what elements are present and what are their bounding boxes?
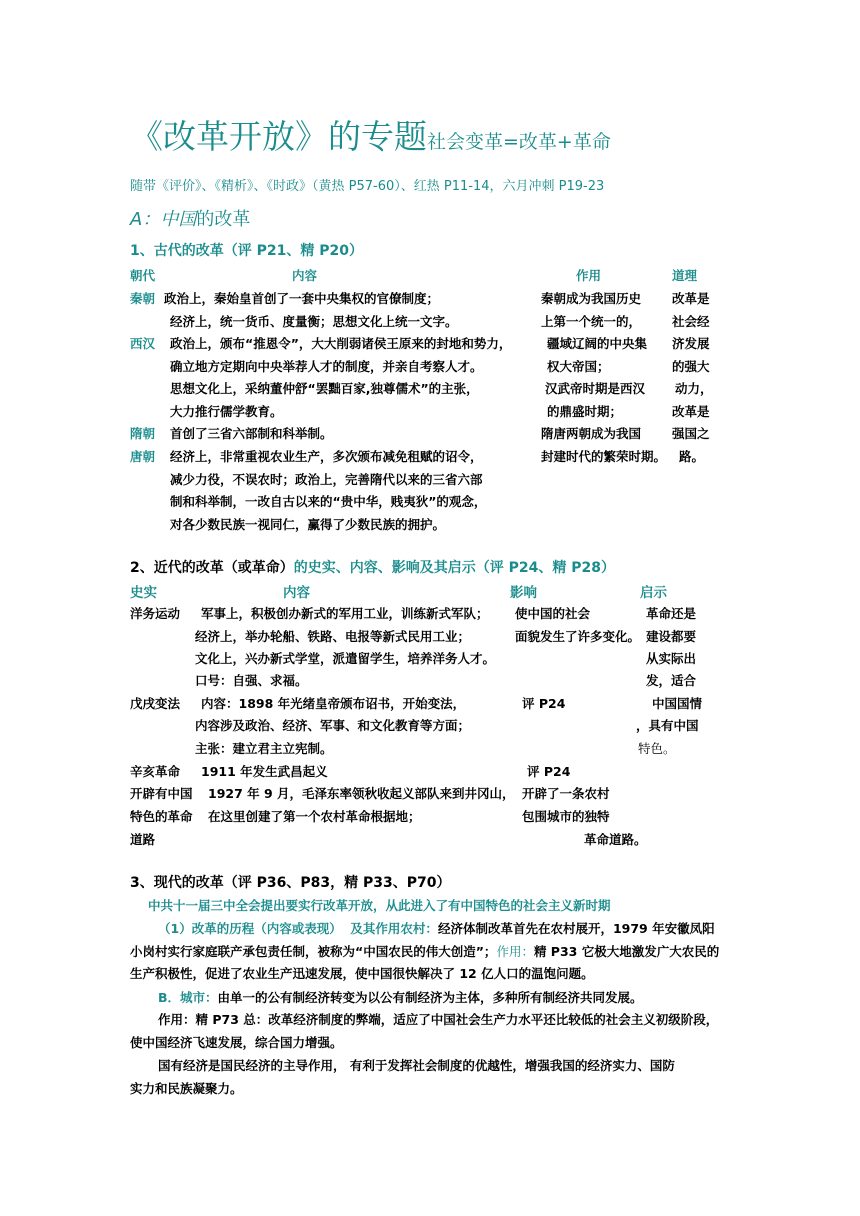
content-line: 1927 年 9 月，毛泽东率领秋收起义部队来到井冈山， xyxy=(208,786,515,801)
inspiration-line: 发，适合 xyxy=(646,673,697,688)
reason-line: 强国之 xyxy=(672,426,710,441)
content-line: 大力推行儒学教育。 xyxy=(170,404,283,419)
content-line: 主张：建立君主立宪制。 xyxy=(195,741,333,756)
paragraph-city xyxy=(158,988,643,1006)
content-line: 1911 年发生武昌起义 xyxy=(201,764,328,779)
fact-xinhai: 辛亥革命 xyxy=(130,764,181,779)
era-xihan: 西汉 xyxy=(130,336,156,351)
s2-header-fact: 史实 xyxy=(130,585,157,601)
fact-wuxu: 戊戌变法 xyxy=(130,696,181,711)
fact-kaipi: 道路 xyxy=(130,832,156,847)
section-2-heading-b: 的史实、内容、影响及其启示（评 P24、精 P28） xyxy=(293,560,615,576)
era-tang: 唐朝 xyxy=(130,449,156,464)
content-line: 内容：1898 年光绪皇帝颁布诏书，开始变法， xyxy=(201,696,466,711)
content-line: 政治上，秦始皇首创了一套中央集权的官僚制度； xyxy=(164,291,440,306)
section-1-heading: 1、古代的改革（评 P21、精 P20） xyxy=(130,243,363,259)
effect-line: 秦朝成为我国历史 xyxy=(541,291,642,306)
page-title xyxy=(130,113,611,166)
content-line: 口号：自强、求福。 xyxy=(195,673,308,688)
reason-line: 济发展 xyxy=(672,336,710,351)
effect-line: 上第一个统一的， xyxy=(541,314,642,329)
inspiration-line: 革命还是 xyxy=(646,606,697,621)
rural-text-2c: 精 P33 它极大地激发广大农民的 xyxy=(533,944,720,959)
era-qin: 秦朝 xyxy=(130,291,156,306)
paragraph-effect-2: 使中国经济飞速发展，综合国力增强。 xyxy=(130,1035,343,1050)
section-3-subtitle: 中共十一届三中全会提出要实行改革开放，从此进入了有中国特色的社会主义新时期 xyxy=(148,898,611,913)
reason-line: 改革是 xyxy=(672,404,710,419)
content-line: 经济上，举办轮船、铁路、电报等新式民用工业； xyxy=(195,629,471,644)
reason-line: 社会经 xyxy=(672,314,710,329)
inspiration-line: 特色。 xyxy=(638,741,676,756)
rural-label: 及其作用农村： xyxy=(350,921,438,936)
rural-text: 经济体制改革首先在农村展开，1979 年安徽凤阳 xyxy=(437,921,715,936)
fact-kaipi: 特色的革命 xyxy=(130,809,193,824)
content-line: 在这里创建了第一个农村革命根据地； xyxy=(208,809,421,824)
reason-line: 改革是 xyxy=(672,291,710,306)
s2-header-content: 内容 xyxy=(283,585,310,601)
era-sui: 隋朝 xyxy=(130,426,156,441)
reason-line: 的强大 xyxy=(672,359,710,374)
content-line: 制和科举制，一改自古以来的“贵中华，贱夷狄”的观念， xyxy=(170,494,487,509)
effect-line: 评 P24 xyxy=(522,696,566,711)
section-2-heading-a: 2、近代的改革（或革命） xyxy=(130,560,294,576)
effect-line: 使中国的社会 xyxy=(515,606,591,621)
content-line: 经济上，统一货币、度量衡；思想文化上统一文字。 xyxy=(170,314,458,329)
content-line: 经济上，非常重视农业生产，多次颁布减免租赋的诏令， xyxy=(170,449,483,464)
section-a-heading xyxy=(130,205,250,231)
city-label: B．城市： xyxy=(158,990,218,1005)
paragraph-effect: 作用：精 P73 总：改革经济制度的弊端，适应了中国社会生产力水平还比较低的社会主义初级阶段， xyxy=(158,1012,719,1027)
content-line: 思想文化上，采纳董仲舒“罢黜百家,独尊儒术”的主张， xyxy=(170,381,479,396)
effect-line: 包围城市的独特 xyxy=(522,809,610,824)
paragraph-state-2: 实力和民族凝聚力。 xyxy=(130,1081,243,1096)
paragraph-rural-3: 生产积极性，促进了农业生产迅速发展，使中国很快解决了 12 亿人口的温饱问题。 xyxy=(130,966,594,981)
paragraph-state: 国有经济是国民经济的主导作用， 有利于发挥社会制度的优越性，增强我国的经济实力、国防 xyxy=(158,1058,675,1073)
rural-text-2a: 小岗村实行家庭联产承包责任制，被称为“中国农民的伟大创造”； xyxy=(130,944,497,959)
inspiration-line: 从实际出 xyxy=(646,651,697,666)
inspiration-line: ，具有中国 xyxy=(636,718,699,733)
effect-line: 汉武帝时期是西汉 xyxy=(545,381,646,396)
effect-line: 面貌发生了许多变化。 xyxy=(515,629,641,644)
effect-label: 作用： xyxy=(496,944,534,959)
fact-yangwu: 洋务运动 xyxy=(130,606,181,621)
content-line: 减少力役，不误农时；政治上，完善隋代以来的三省六部 xyxy=(170,472,483,487)
section-2-heading xyxy=(130,557,615,577)
reason-line: 路。 xyxy=(679,449,705,464)
fact-kaipi: 开辟有中国 xyxy=(130,786,193,801)
content-line: 政治上，颁布“推恩令”，大大削弱诸侯王原来的封地和势力， xyxy=(170,336,512,351)
effect-line: 封建时代的繁荣时期。 xyxy=(541,449,667,464)
content-line: 内容涉及政治、经济、军事、和文化教育等方面； xyxy=(195,718,471,733)
effect-line: 权大帝国； xyxy=(547,359,610,374)
inspiration-line: 建设都要 xyxy=(646,629,697,644)
s1-header-content: 内容 xyxy=(292,268,318,283)
section-3-heading: 3、现代的改革（评 P36、P83，精 P33、P70） xyxy=(130,875,451,891)
s1-header-effect: 作用 xyxy=(576,268,602,283)
s2-header-inspiration: 启示 xyxy=(640,585,667,601)
effect-line: 的鼎盛时期； xyxy=(547,404,623,419)
content-line: 军事上，积极创办新式的军用工业，训练新式军队； xyxy=(201,606,489,621)
title-sub: 社会变革=改革+革命 xyxy=(427,131,611,153)
s1-header-reason: 道理 xyxy=(672,268,698,283)
inspiration-line: 中国国情 xyxy=(652,696,703,711)
content-line: 首创了三省六部制和科举制。 xyxy=(170,426,333,441)
references-line: 随带《评价》、《精析》、《时政》（黄热 P57-60）、红热 P11-14，六月冲刺 P19-23 xyxy=(130,179,605,194)
s2-header-effect: 影响 xyxy=(510,585,537,601)
effect-line: 隋唐两朝成为我国 xyxy=(541,426,642,441)
effect-line: 开辟了一条农村 xyxy=(522,786,610,801)
section-a-suffix: 的改革 xyxy=(196,209,251,230)
effect-line: 疆域辽阔的中央集 xyxy=(547,336,648,351)
effect-line: 评 P24 xyxy=(527,764,571,779)
reason-line: 动力， xyxy=(675,381,713,396)
content-line: 确立地方定期向中央举荐人才的制度，并亲自考察人才。 xyxy=(170,359,483,374)
s1-header-era: 朝代 xyxy=(130,268,156,283)
section-a-prefix: A：中国 xyxy=(130,209,197,230)
paragraph-rural-2 xyxy=(130,942,719,960)
history-label: （1）改革的历程（内容或表现） xyxy=(158,921,342,936)
city-text: 由单一的公有制经济转变为以公有制经济为主体，多种所有制经济共同发展。 xyxy=(217,990,643,1005)
title-main: 《改革开放》的专题 xyxy=(130,117,427,156)
effect-line: 革命道路。 xyxy=(584,832,647,847)
content-line: 对各少数民族一视同仁，赢得了少数民族的拥护。 xyxy=(170,517,446,532)
content-line: 文化上，兴办新式学堂，派遣留学生，培养洋务人才。 xyxy=(195,651,496,666)
paragraph-rural xyxy=(158,919,715,937)
